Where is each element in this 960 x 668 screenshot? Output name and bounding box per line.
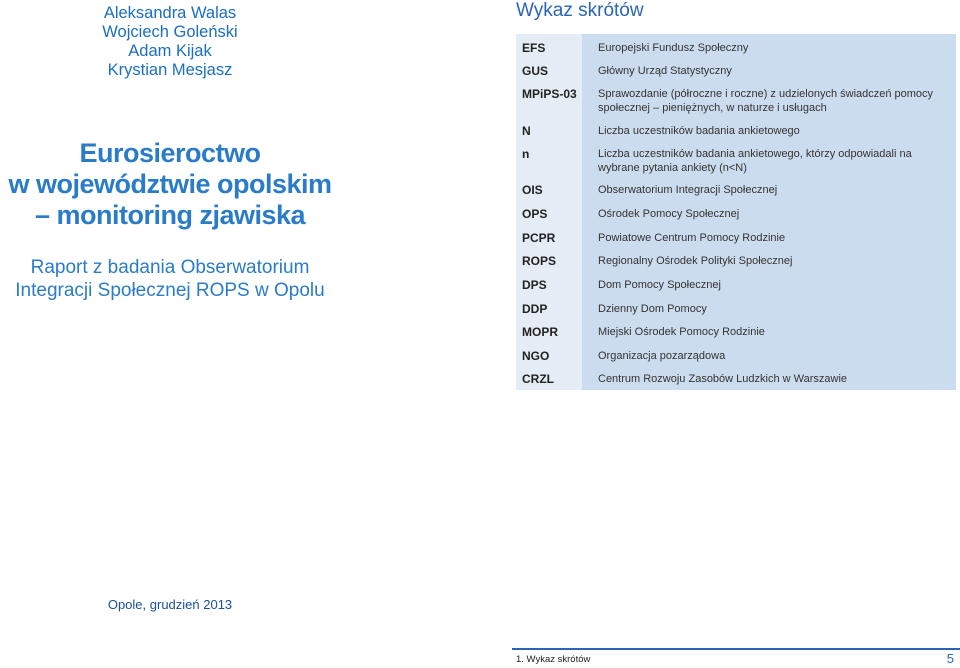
abbreviation-description: Dzienny Dom Pomocy [598,303,707,315]
abbreviation-code: n [522,147,530,161]
abbreviation-description: Liczba uczestników badania ankietowego [598,125,800,137]
report-title [0,138,340,231]
abbreviation-description: Obserwatorium Integracji Społecznej [598,184,778,196]
abbreviation-code: EFS [522,41,546,55]
abbreviation-code: MPiPS-03 [522,87,577,101]
abbreviation-description: Główny Urząd Statystyczny [598,65,732,77]
author-name: Krystian Mesjasz [107,61,233,79]
abbreviations-table [516,34,956,390]
abbreviation-code: DDP [522,302,548,316]
subtitle-line: Integracji Społecznej ROPS w Opolu [15,280,325,301]
abbreviation-description: Ośrodek Pomocy Społecznej [598,208,740,220]
abbreviation-code: CRZL [522,372,554,386]
abbreviation-code: OIS [522,183,543,197]
abbreviation-code: DPS [522,278,547,292]
footer-divider [512,648,960,650]
abbreviation-code: OPS [522,207,548,221]
title-line: – monitoring zjawiska [34,200,306,230]
report-subtitle [0,256,340,302]
abbreviation-description: Regionalny Ośrodek Polityki Społecznej [598,255,793,267]
title-line: Eurosieroctwo [79,138,261,168]
abbreviation-code: N [522,124,531,138]
subtitle-line: Raport z badania Obserwatorium [30,257,310,278]
page-number: 5 [946,651,954,666]
abbreviation-description: Organizacja pozarządowa [598,350,726,362]
author-name: Aleksandra Walas [103,4,237,22]
abbreviation-description: Powiatowe Centrum Pomocy Rodzinie [598,232,786,244]
abbreviation-code: PCPR [522,231,556,245]
place-date: Opole, grudzień 2013 [107,597,233,612]
author-name: Adam Kijak [128,42,212,60]
abbreviation-description: Miejski Ośrodek Pomocy Rodzinie [598,326,765,338]
authors-list [0,4,340,80]
abbreviation-code: ROPS [522,254,557,268]
abbreviation-description: Centrum Rozwoju Zasobów Ludzkich w Warszawie [598,373,848,385]
title-line: w województwie opolskim [8,169,332,199]
footer-chapter-label: 1. Wykaz skrótów [516,654,591,665]
abbreviations-heading: Wykaz skrótów [516,0,644,21]
abbreviation-code: MOPR [522,325,558,339]
abbreviation-code: NGO [522,349,550,363]
abbreviation-code: GUS [522,64,549,78]
abbreviation-description: Europejski Fundusz Społeczny [598,42,749,54]
abbreviation-description: Dom Pomocy Społecznej [598,279,721,291]
author-name: Wojciech Goleński [102,23,238,41]
abbreviation-description: Liczba uczestników badania ankietowego, którzy odpowiadali na wybrane pytania ankiety (n<N) [598,148,912,174]
abbreviation-description: Sprawozdanie (półroczne i roczne) z udzielonych świadczeń pomocy społecznej – pieniężnych, w naturze i usługach [598,88,934,114]
